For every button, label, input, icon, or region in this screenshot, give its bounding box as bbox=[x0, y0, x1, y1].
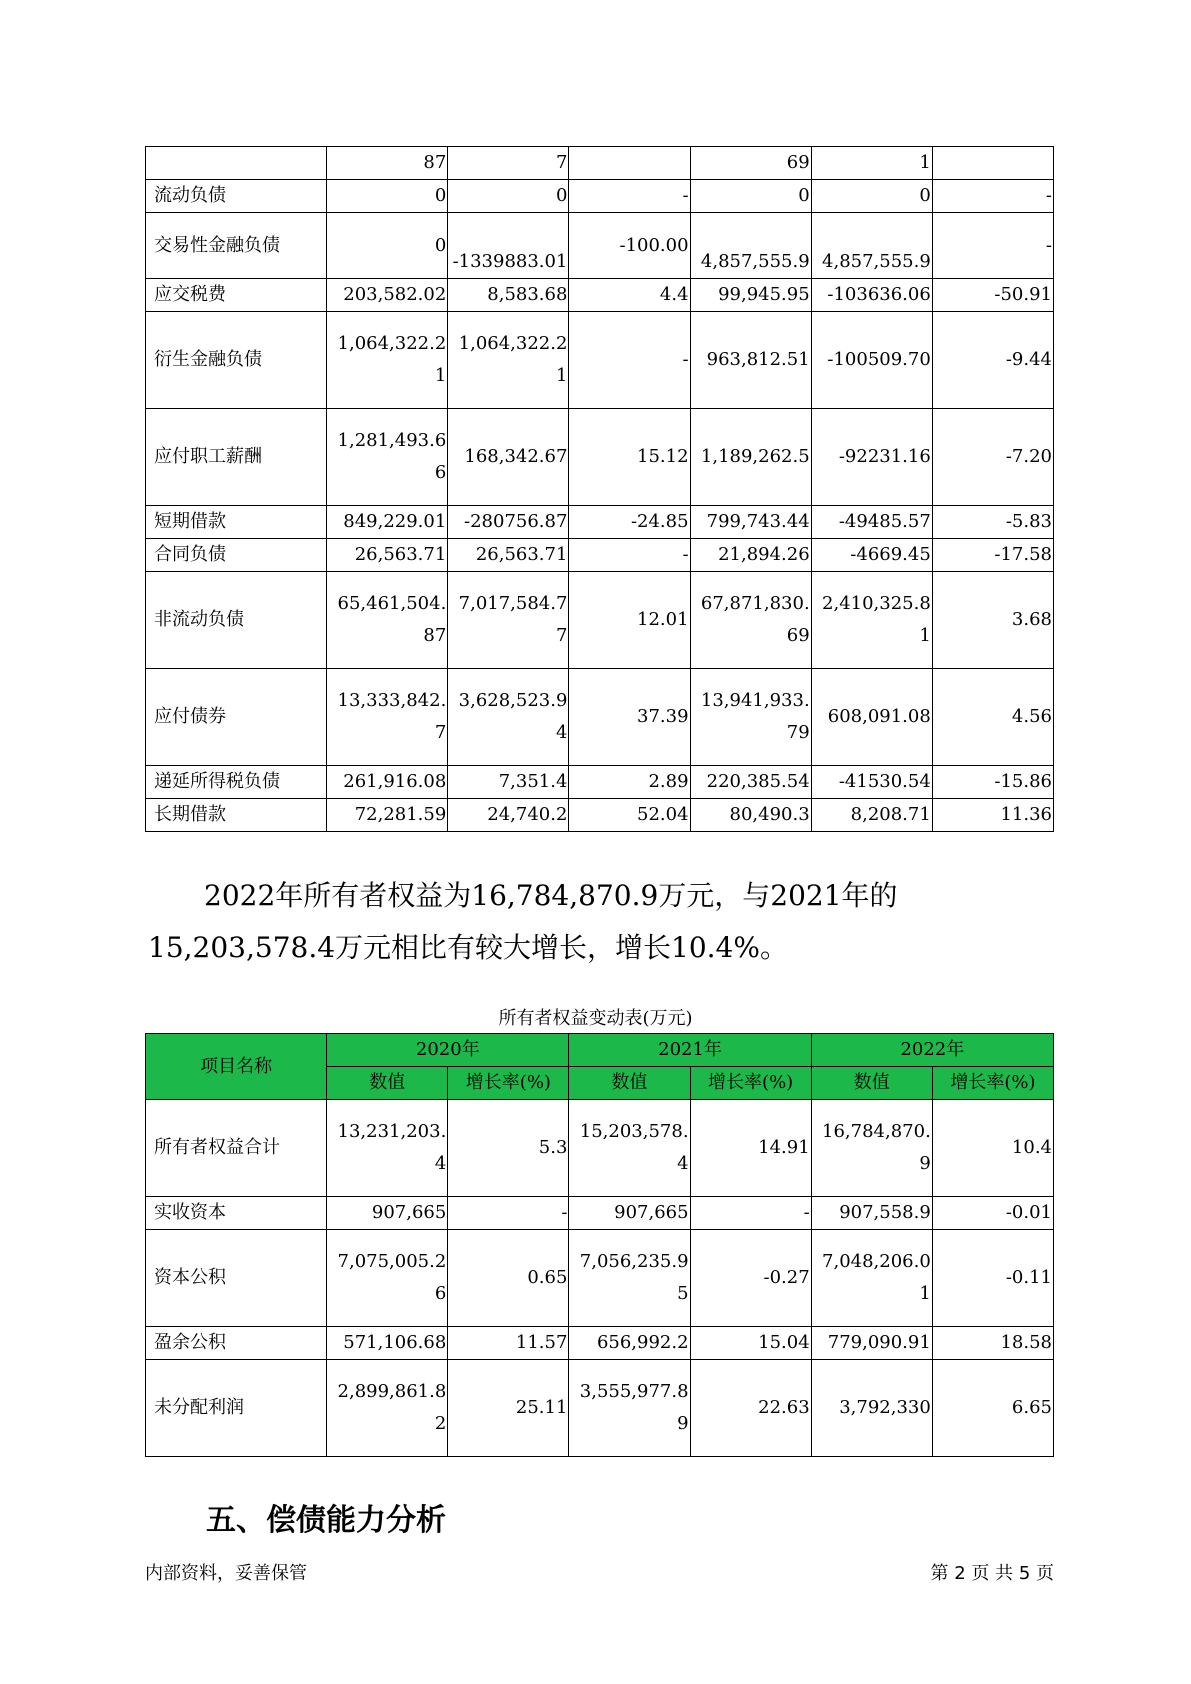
table-row bbox=[146, 1197, 1054, 1230]
table-cell: 24,740.2 bbox=[448, 799, 569, 832]
table-cell: 168,342.67 bbox=[448, 409, 569, 506]
header-growth: 增长率(%) bbox=[690, 1067, 811, 1100]
table-cell: -17.58 bbox=[932, 539, 1053, 572]
table-row bbox=[146, 669, 1054, 766]
table-cell: 220,385.54 bbox=[690, 766, 811, 799]
table-cell: - bbox=[448, 1197, 569, 1230]
table-cell: 907,558.9 bbox=[811, 1197, 932, 1230]
table-cell: 11.57 bbox=[448, 1327, 569, 1360]
table-row bbox=[146, 409, 1054, 506]
table-cell: 1,064,322.21 bbox=[448, 312, 569, 409]
table-cell: 8,208.71 bbox=[811, 799, 932, 832]
footer-confidential: 内部资料，妥善保管 bbox=[145, 1563, 307, 1584]
table-cell: -15.86 bbox=[932, 766, 1053, 799]
header-value: 数值 bbox=[811, 1067, 932, 1100]
table-cell: 99,945.95 bbox=[690, 279, 811, 312]
table-cell: 799,743.44 bbox=[690, 506, 811, 539]
body-paragraph: 2022年所有者权益为16,784,870.9万元，与2021年的15,203,578.4万元相比有较大增长，增长10.4%。 bbox=[148, 879, 898, 964]
table-row bbox=[146, 572, 1054, 669]
header-item: 项目名称 bbox=[146, 1034, 327, 1100]
row-label: 盈余公积 bbox=[146, 1327, 327, 1360]
section-heading: 五、偿债能力分析 bbox=[206, 1503, 446, 1538]
table-cell: 3.68 bbox=[932, 572, 1053, 669]
table-row bbox=[146, 312, 1054, 409]
table-cell: 15.04 bbox=[690, 1327, 811, 1360]
row-label: 应交税费 bbox=[146, 279, 327, 312]
table-cell: 2.89 bbox=[569, 766, 690, 799]
table-cell: 907,665 bbox=[569, 1197, 690, 1230]
row-label: 递延所得税负债 bbox=[146, 766, 327, 799]
table-cell: 203,582.02 bbox=[327, 279, 448, 312]
table-cell: - bbox=[569, 180, 690, 213]
table-cell: 14.91 bbox=[690, 1100, 811, 1197]
row-label: 长期借款 bbox=[146, 799, 327, 832]
row-label: 所有者权益合计 bbox=[146, 1100, 327, 1197]
table-cell: - bbox=[932, 213, 1053, 279]
table-cell: 1,189,262.5 bbox=[690, 409, 811, 506]
row-label: 未分配利润 bbox=[146, 1360, 327, 1457]
header-value: 数值 bbox=[569, 1067, 690, 1100]
table-cell: 1,064,322.21 bbox=[327, 312, 448, 409]
table-cell: 4,857,555.9 bbox=[811, 213, 932, 279]
table-cell: 7,048,206.01 bbox=[811, 1230, 932, 1327]
table-cell: 7 bbox=[448, 147, 569, 180]
table-row bbox=[146, 539, 1054, 572]
table-cell: 2,410,325.81 bbox=[811, 572, 932, 669]
table-row bbox=[146, 1230, 1054, 1327]
table-cell: -49485.57 bbox=[811, 506, 932, 539]
table-cell: -100509.70 bbox=[811, 312, 932, 409]
table-cell: 2,899,861.82 bbox=[327, 1360, 448, 1457]
table-cell: 0 bbox=[448, 180, 569, 213]
table-cell: 963,812.51 bbox=[690, 312, 811, 409]
row-label: 实收资本 bbox=[146, 1197, 327, 1230]
table-cell: -280756.87 bbox=[448, 506, 569, 539]
row-label: 短期借款 bbox=[146, 506, 327, 539]
table-cell: 11.36 bbox=[932, 799, 1053, 832]
header-year: 2020年 bbox=[327, 1034, 569, 1067]
table-cell: 16,784,870.9 bbox=[811, 1100, 932, 1197]
row-label: 非流动负债 bbox=[146, 572, 327, 669]
table-caption: 所有者权益变动表(万元) bbox=[498, 1008, 693, 1029]
table-cell: 907,665 bbox=[327, 1197, 448, 1230]
table-cell: 261,916.08 bbox=[327, 766, 448, 799]
table-cell: 571,106.68 bbox=[327, 1327, 448, 1360]
table-cell: 26,563.71 bbox=[448, 539, 569, 572]
header-row bbox=[146, 1034, 1054, 1067]
row-label: 应付职工薪酬 bbox=[146, 409, 327, 506]
table-cell: 1 bbox=[811, 147, 932, 180]
table-row bbox=[146, 1360, 1054, 1457]
liabilities-table bbox=[145, 146, 1054, 832]
table-cell: 1,281,493.66 bbox=[327, 409, 448, 506]
table-cell: 87 bbox=[327, 147, 448, 180]
row-label: 交易性金融负债 bbox=[146, 213, 327, 279]
table-cell: 10.4 bbox=[932, 1100, 1053, 1197]
table-cell: 608,091.08 bbox=[811, 669, 932, 766]
table-cell: 0 bbox=[690, 180, 811, 213]
table-cell: 779,090.91 bbox=[811, 1327, 932, 1360]
header-growth: 增长率(%) bbox=[448, 1067, 569, 1100]
table-cell: 72,281.59 bbox=[327, 799, 448, 832]
table-cell: 7,075,005.26 bbox=[327, 1230, 448, 1327]
table-cell: -0.11 bbox=[932, 1230, 1053, 1327]
table-cell: 67,871,830.69 bbox=[690, 572, 811, 669]
table-row bbox=[146, 180, 1054, 213]
table-cell: -92231.16 bbox=[811, 409, 932, 506]
header-year: 2021年 bbox=[569, 1034, 811, 1067]
table-cell: -7.20 bbox=[932, 409, 1053, 506]
table-cell: 80,490.3 bbox=[690, 799, 811, 832]
table-cell: 7,351.4 bbox=[448, 766, 569, 799]
table-cell: 65,461,504.87 bbox=[327, 572, 448, 669]
equity-table bbox=[145, 1033, 1054, 1457]
table-cell: 7,056,235.95 bbox=[569, 1230, 690, 1327]
table-cell: 5.3 bbox=[448, 1100, 569, 1197]
table-cell: -0.01 bbox=[932, 1197, 1053, 1230]
table-row bbox=[146, 213, 1054, 279]
table-cell bbox=[569, 147, 690, 180]
table-cell: 3,628,523.94 bbox=[448, 669, 569, 766]
header-growth: 增长率(%) bbox=[932, 1067, 1053, 1100]
table-cell: 0 bbox=[811, 180, 932, 213]
table-cell: 7,017,584.77 bbox=[448, 572, 569, 669]
table-cell: -50.91 bbox=[932, 279, 1053, 312]
table-cell: 25.11 bbox=[448, 1360, 569, 1457]
table-cell: -9.44 bbox=[932, 312, 1053, 409]
table-cell: -41530.54 bbox=[811, 766, 932, 799]
table-cell: 15,203,578.4 bbox=[569, 1100, 690, 1197]
table-row bbox=[146, 766, 1054, 799]
table-row bbox=[146, 147, 1054, 180]
table-cell bbox=[932, 147, 1053, 180]
table-cell: 849,229.01 bbox=[327, 506, 448, 539]
row-label: 流动负债 bbox=[146, 180, 327, 213]
table-cell: 18.58 bbox=[932, 1327, 1053, 1360]
table-cell: -4669.45 bbox=[811, 539, 932, 572]
table-cell: -24.85 bbox=[569, 506, 690, 539]
table-cell: 15.12 bbox=[569, 409, 690, 506]
table-cell: -0.27 bbox=[690, 1230, 811, 1327]
header-year: 2022年 bbox=[811, 1034, 1053, 1067]
row-label: 资本公积 bbox=[146, 1230, 327, 1327]
table-cell: -5.83 bbox=[932, 506, 1053, 539]
table-cell: 6.65 bbox=[932, 1360, 1053, 1457]
table-cell: 4.4 bbox=[569, 279, 690, 312]
row-label: 衍生金融负债 bbox=[146, 312, 327, 409]
table-cell: -103636.06 bbox=[811, 279, 932, 312]
header-value: 数值 bbox=[327, 1067, 448, 1100]
table-cell: - bbox=[932, 180, 1053, 213]
row-label: 应付债券 bbox=[146, 669, 327, 766]
table-cell: 13,941,933.79 bbox=[690, 669, 811, 766]
table-cell: 26,563.71 bbox=[327, 539, 448, 572]
table-cell: 0 bbox=[327, 213, 448, 279]
table-cell: 0 bbox=[327, 180, 448, 213]
table-cell: -1339883.01 bbox=[448, 213, 569, 279]
table-row bbox=[146, 506, 1054, 539]
table-cell: 3,555,977.89 bbox=[569, 1360, 690, 1457]
table-cell: 3,792,330 bbox=[811, 1360, 932, 1457]
table-cell: 12.01 bbox=[569, 572, 690, 669]
table-cell: -100.00 bbox=[569, 213, 690, 279]
table-cell: 21,894.26 bbox=[690, 539, 811, 572]
table-cell: 52.04 bbox=[569, 799, 690, 832]
table-cell: 37.39 bbox=[569, 669, 690, 766]
table-row bbox=[146, 799, 1054, 832]
table-cell: 22.63 bbox=[690, 1360, 811, 1457]
footer-page-number: 第 2 页 共 5 页 bbox=[930, 1563, 1054, 1584]
table-cell: 0.65 bbox=[448, 1230, 569, 1327]
table-row bbox=[146, 1100, 1054, 1197]
row-label: 合同负债 bbox=[146, 539, 327, 572]
table-cell: 13,231,203.4 bbox=[327, 1100, 448, 1197]
table-cell: 69 bbox=[690, 147, 811, 180]
table-cell: - bbox=[569, 312, 690, 409]
table-row bbox=[146, 1327, 1054, 1360]
table-cell: 4,857,555.9 bbox=[690, 213, 811, 279]
table-cell: 13,333,842.7 bbox=[327, 669, 448, 766]
table-cell: - bbox=[569, 539, 690, 572]
table-cell: 656,992.2 bbox=[569, 1327, 690, 1360]
row-label bbox=[146, 147, 327, 180]
table-cell: - bbox=[690, 1197, 811, 1230]
table-cell: 8,583.68 bbox=[448, 279, 569, 312]
table-cell: 4.56 bbox=[932, 669, 1053, 766]
table-row bbox=[146, 279, 1054, 312]
